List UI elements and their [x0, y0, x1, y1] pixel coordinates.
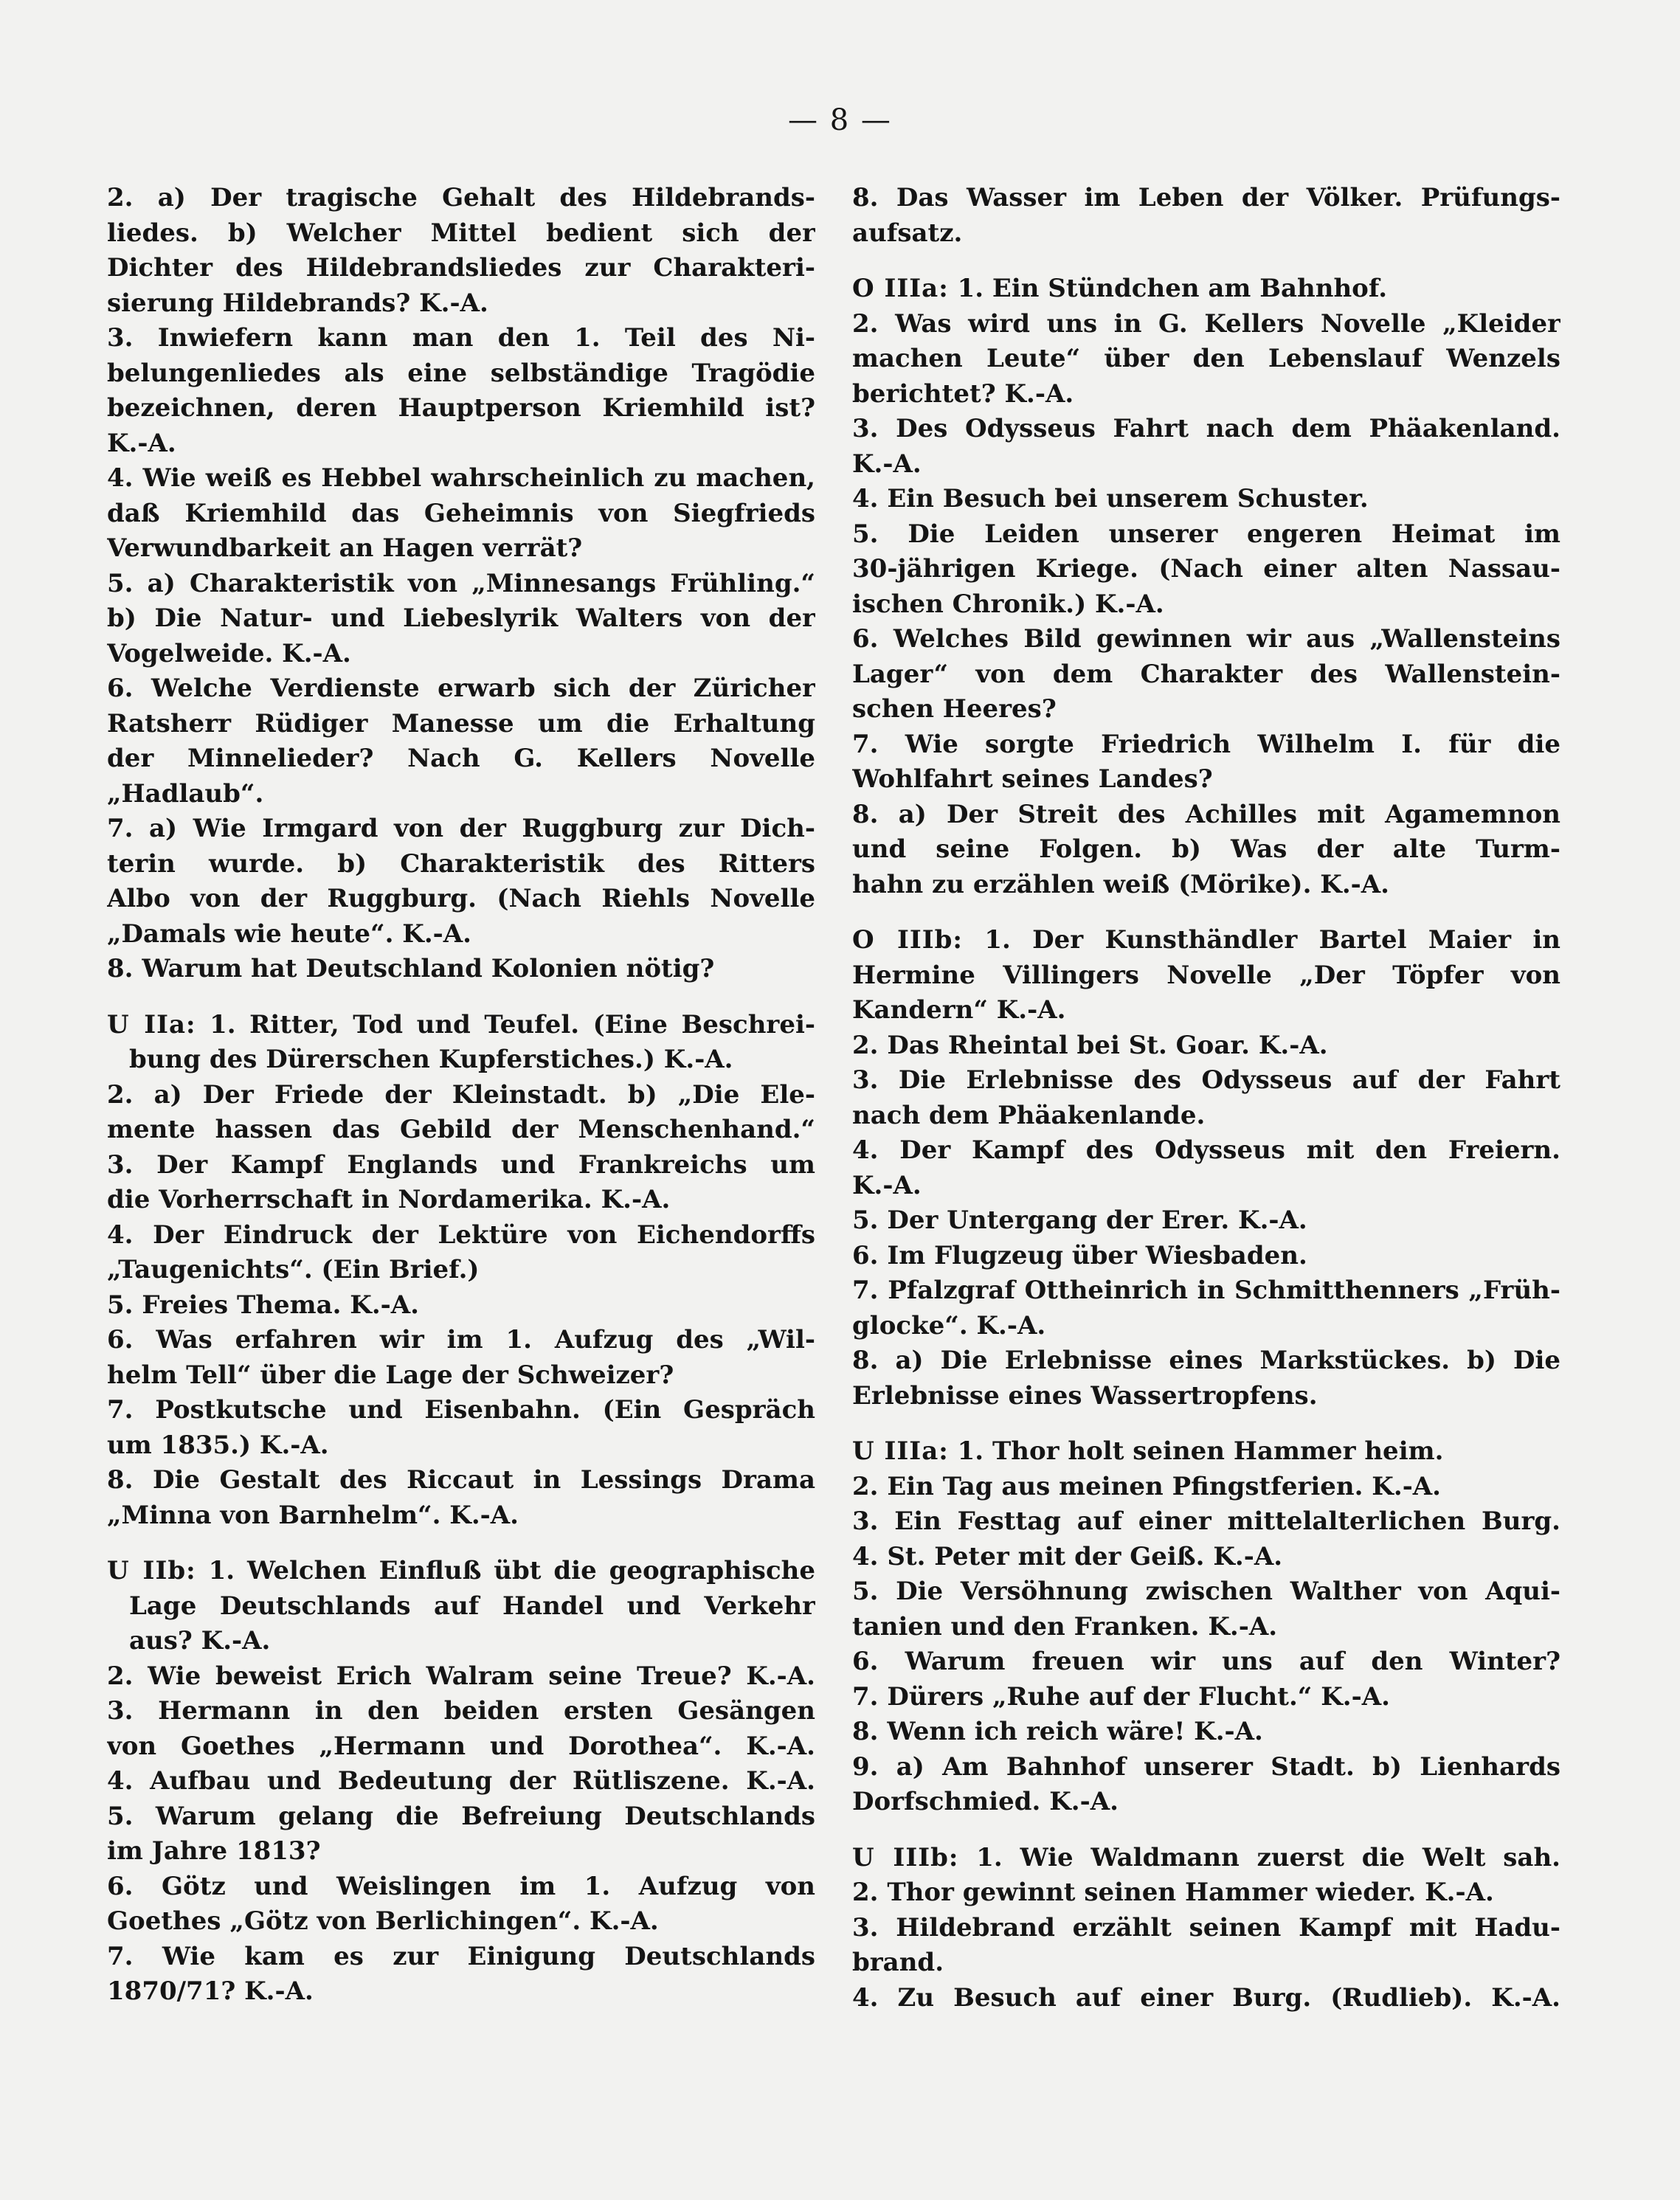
line-text: 5. Die Versöhnung zwischen Walther von Aqui-	[852, 1577, 1560, 1606]
line-text: 2. a) Der Friede der Kleinstadt. b) „Die Ele-	[107, 1079, 815, 1110]
line-text: berichtet? K.-A.	[852, 378, 1074, 409]
line-text: 7. a) Wie Irmgard von der Ruggburg zur Dich-	[107, 814, 815, 843]
section-heading-line	[852, 271, 1560, 307]
line-text: 3. Des Odysseus Fahrt nach dem Phäakenland.	[852, 414, 1560, 443]
line-text: Ratsherr Rüdiger Manesse um die Erhaltung	[107, 708, 815, 738]
text-line	[107, 812, 815, 847]
line-text: 2. Das Rheintal bei St. Goar. K.-A.	[852, 1030, 1328, 1060]
text-line	[107, 777, 815, 812]
line-text: aus? K.-A.	[129, 1626, 271, 1656]
line-text: K.-A.	[107, 428, 176, 458]
text-line	[107, 1148, 815, 1183]
line-text: machen Leute“ über den Lebenslauf Wenzels	[852, 344, 1560, 373]
text-line	[852, 517, 1560, 553]
line-text: Dorfschmied. K.-A.	[852, 1787, 1119, 1816]
text-line	[107, 1498, 815, 1534]
text-line	[852, 307, 1560, 342]
text-line	[852, 1574, 1560, 1610]
text-line	[107, 461, 815, 497]
text-line	[107, 426, 815, 462]
line-text: 7. Wie kam es zur Einigung Deutschlands	[107, 1941, 815, 1971]
line-text: 5. Die Leiden unserer engeren Heimat im	[852, 519, 1560, 549]
section-gap	[852, 1820, 1560, 1841]
text-line	[852, 1273, 1560, 1309]
text-line	[852, 1945, 1560, 1981]
text-line	[852, 762, 1560, 798]
text-line	[107, 637, 815, 672]
line-text: brand.	[852, 1948, 944, 1977]
class-label: U IIIb:	[852, 1842, 959, 1872]
text-line	[852, 1379, 1560, 1414]
text-line	[107, 847, 815, 882]
text-line	[107, 1288, 815, 1324]
text-line	[107, 1729, 815, 1765]
text-line	[852, 993, 1560, 1028]
line-text: mente hassen das Gebild der Menschenhand.“	[107, 1115, 815, 1144]
text-line	[107, 1183, 815, 1218]
text-line	[107, 216, 815, 252]
line-text: 3. Der Kampf Englands und Frankreichs um	[107, 1149, 815, 1180]
line-text: 1. Ritter, Tod und Teufel. (Eine Beschrei-	[196, 1009, 815, 1040]
text-line	[852, 1063, 1560, 1099]
text-line	[852, 1470, 1560, 1505]
line-text: 2. Was wird uns in G. Kellers Novelle „Kleider	[852, 308, 1560, 339]
line-text: im Jahre 1813?	[107, 1836, 321, 1866]
text-line	[852, 1875, 1560, 1911]
line-text: belungenliedes als eine selbständige Tragödie	[107, 358, 815, 388]
class-label: U IIb:	[107, 1556, 196, 1585]
class-label: U IIa:	[107, 1009, 196, 1040]
line-text: 4. Wie weiß es Hebbel wahrscheinlich zu machen,	[107, 463, 815, 493]
section-heading-line	[852, 923, 1560, 958]
text-line	[107, 917, 815, 952]
right-column	[852, 181, 1560, 2016]
line-text: bezeichnen, deren Hauptperson Kriemhild ist?	[107, 393, 815, 423]
line-text: 3. Hermann in den beiden ersten Gesängen	[107, 1696, 815, 1726]
text-line	[107, 1869, 815, 1905]
line-text: 2. a) Der tragische Gehalt des Hildebrands-	[107, 183, 815, 212]
text-line	[107, 321, 815, 356]
text-line	[107, 1393, 815, 1428]
line-text: 2. Wie beweist Erich Walram seine Treue? K.-A.	[107, 1661, 815, 1691]
line-text: tanien und den Franken. K.-A.	[852, 1611, 1278, 1642]
line-text: 3. Die Erlebnisse des Odysseus auf der Fahrt	[852, 1065, 1560, 1095]
line-text: 5. a) Charakteristik von „Minnesangs Frühling.“	[107, 568, 815, 598]
text-line	[107, 1624, 815, 1659]
line-text: 8. Die Gestalt des Riccaut in Lessings Drama	[107, 1465, 815, 1495]
text-line	[107, 1253, 815, 1288]
text-line	[852, 798, 1560, 833]
text-line	[107, 741, 815, 777]
line-text: Lage Deutschlands auf Handel und Verkehr	[129, 1591, 815, 1621]
text-line	[107, 1428, 815, 1464]
line-text: 5. Der Untergang der Erer. K.-A.	[852, 1205, 1307, 1235]
text-line	[107, 707, 815, 742]
text-line	[852, 727, 1560, 763]
line-text: Wohlfahrt seines Landes?	[852, 764, 1213, 794]
line-text: K.-A.	[852, 449, 922, 479]
text-line	[852, 587, 1560, 623]
line-text: 6. Im Flugzeug über Wiesbaden.	[852, 1240, 1307, 1270]
line-text: 6. Welches Bild gewinnen wir aus „Wallensteins	[852, 624, 1560, 654]
section-heading-line	[107, 1554, 815, 1589]
text-line	[852, 657, 1560, 693]
text-line	[107, 391, 815, 426]
line-text: die Vorherrschaft in Nordamerika. K.-A.	[107, 1185, 671, 1214]
line-text: 1. Ein Stündchen am Bahnhof.	[948, 274, 1388, 303]
text-line	[107, 1974, 815, 2010]
line-text: 3. Ein Festtag auf einer mittelalterlichen Burg.	[852, 1507, 1560, 1536]
line-text: 30-jährigen Kriege. (Nach einer alten Nassau-	[852, 554, 1560, 584]
text-line	[107, 1659, 815, 1695]
text-line	[107, 356, 815, 392]
line-text: 2. Thor gewinnt seinen Hammer wieder. K.-A.	[852, 1878, 1494, 1907]
line-text: bung des Dürerschen Kupferstiches.) K.-A.	[129, 1045, 733, 1074]
text-line	[107, 671, 815, 707]
line-text: 6. Warum freuen wir uns auf den Winter?	[852, 1647, 1560, 1676]
line-text: 1. Thor holt seinen Hammer heim.	[948, 1436, 1444, 1466]
section-gap	[107, 1533, 815, 1554]
line-text: 4. Zu Besuch auf einer Burg. (Rudlieb). K.-A.	[852, 1982, 1560, 2013]
text-line	[107, 1042, 815, 1078]
text-line	[107, 1113, 815, 1148]
line-text: 6. Was erfahren wir im 1. Aufzug des „Wil-	[107, 1325, 815, 1355]
line-text: nach dem Phäakenlande.	[852, 1100, 1206, 1130]
line-text: aufsatz.	[852, 218, 963, 248]
text-line	[852, 1099, 1560, 1134]
section-heading-line	[852, 1841, 1560, 1876]
text-line	[852, 1911, 1560, 1946]
line-text: helm Tell“ über die Lage der Schweizer?	[107, 1360, 674, 1390]
line-text: 1. Welchen Einfluß übt die geographische	[196, 1556, 815, 1585]
text-line	[852, 482, 1560, 517]
text-line	[852, 1610, 1560, 1645]
line-text: 7. Pfalzgraf Ottheinrich in Schmitthenners „Früh-	[852, 1276, 1560, 1305]
line-text: schen Heeres?	[852, 694, 1057, 724]
line-text: 8. Das Wasser im Leben der Völker. Prüfungs-	[852, 183, 1560, 212]
line-text: 9. a) Am Bahnhof unserer Stadt. b) Lienhards	[852, 1751, 1560, 1782]
line-text: terin wurde. b) Charakteristik des Ritters	[107, 848, 815, 879]
line-text: Kandern“ K.-A.	[852, 995, 1066, 1025]
line-text: Lager“ von dem Charakter des Wallenstein-	[852, 659, 1560, 689]
text-line	[852, 181, 1560, 216]
text-line	[852, 552, 1560, 587]
text-line	[852, 1750, 1560, 1785]
line-text: liedes. b) Welcher Mittel bedient sich der	[107, 218, 815, 248]
text-line	[107, 567, 815, 602]
line-text: 8. Wenn ich reich wäre! K.-A.	[852, 1717, 1263, 1746]
text-line	[852, 958, 1560, 994]
section-heading-line	[852, 1434, 1560, 1470]
text-line	[852, 342, 1560, 377]
text-line	[852, 1981, 1560, 2016]
text-line	[852, 1309, 1560, 1344]
line-text: 7. Postkutsche und Eisenbahn. (Ein Gespräch	[107, 1395, 815, 1425]
text-line	[852, 216, 1560, 252]
line-text: sierung Hildebrands? K.-A.	[107, 288, 488, 318]
text-line	[107, 1323, 815, 1358]
text-line	[852, 1644, 1560, 1680]
line-text: Albo von der Ruggburg. (Nach Riehls Novelle	[107, 884, 815, 913]
text-line	[852, 377, 1560, 412]
line-text: 6. Götz und Weislingen im 1. Aufzug von	[107, 1871, 815, 1901]
line-text: 3. Inwiefern kann man den 1. Teil des Ni-	[107, 323, 815, 353]
text-line	[107, 286, 815, 322]
text-line	[852, 1715, 1560, 1750]
section-gap	[852, 1414, 1560, 1434]
text-line	[852, 1785, 1560, 1820]
line-text: der Minnelieder? Nach G. Kellers Novelle	[107, 744, 815, 773]
text-line	[852, 1680, 1560, 1715]
line-text: 7. Dürers „Ruhe auf der Flucht.“ K.-A.	[852, 1681, 1390, 1712]
line-text: 4. Aufbau und Bedeutung der Rütliszene. K.-A.	[107, 1766, 815, 1796]
line-text: Erlebnisse eines Wassertropfens.	[852, 1380, 1318, 1411]
text-line	[107, 1694, 815, 1729]
text-line	[107, 531, 815, 567]
text-line	[107, 952, 815, 987]
text-line	[107, 1463, 815, 1498]
line-text: glocke“. K.-A.	[852, 1310, 1046, 1341]
line-text: 5. Freies Thema. K.-A.	[107, 1290, 419, 1320]
line-text: Dichter des Hildebrandsliedes zur Charakteri-	[107, 253, 815, 283]
text-line	[852, 832, 1560, 868]
line-text: 4. Der Eindruck der Lektüre von Eichendorffs	[107, 1220, 815, 1250]
line-text: 8. a) Der Streit des Achilles mit Agamemnon	[852, 799, 1560, 829]
line-text: „Hadlaub“.	[107, 778, 264, 809]
text-line	[107, 1834, 815, 1869]
line-text: 1. Der Kunsthändler Bartel Maier in	[963, 925, 1560, 955]
line-text: 1. Wie Waldmann zuerst die Welt sah.	[958, 1842, 1560, 1872]
text-line	[107, 601, 815, 637]
text-line	[107, 1904, 815, 1940]
text-line	[852, 447, 1560, 482]
text-line	[852, 1540, 1560, 1575]
text-line	[852, 1169, 1560, 1204]
text-line	[107, 1078, 815, 1113]
section-gap	[107, 987, 815, 1008]
line-text: ischen Chronik.) K.-A.	[852, 589, 1164, 619]
line-text: hahn zu erzählen weiß (Mörike). K.-A.	[852, 869, 1389, 899]
line-text: 2. Ein Tag aus meinen Pfingstferien. K.-A.	[852, 1471, 1442, 1501]
line-text: 3. Hildebrand erzählt seinen Kampf mit Hadu-	[852, 1912, 1560, 1943]
line-text: 5. Warum gelang die Befreiung Deutschlands	[107, 1801, 815, 1831]
line-text: b) Die Natur- und Liebeslyrik Walters von der	[107, 603, 815, 633]
line-text: und seine Folgen. b) Was der alte Turm-	[852, 834, 1560, 864]
line-text: 4. Ein Besuch bei unserem Schuster.	[852, 484, 1369, 513]
line-text: um 1835.) K.-A.	[107, 1430, 329, 1460]
line-text: Hermine Villingers Novelle „Der Töpfer von	[852, 960, 1560, 990]
text-line	[852, 1133, 1560, 1169]
text-line	[107, 497, 815, 532]
text-line	[852, 1504, 1560, 1540]
line-text: 1870/71? K.-A.	[107, 1976, 314, 2006]
text-line	[107, 1218, 815, 1253]
text-line	[852, 1028, 1560, 1064]
line-text: „Minna von Barnhelm“. K.-A.	[107, 1500, 519, 1530]
text-line	[107, 181, 815, 216]
text-line	[107, 1764, 815, 1799]
line-text: Goethes „Götz von Berlichingen“. K.-A.	[107, 1906, 659, 1936]
class-label: O IIIb:	[852, 925, 963, 955]
class-label: U IIIa:	[852, 1436, 949, 1466]
line-text: daß Kriemhild das Geheimnis von Siegfrieds	[107, 498, 815, 528]
text-line	[852, 412, 1560, 447]
text-line	[852, 1239, 1560, 1274]
line-text: 6. Welche Verdienste erwarb sich der Züricher	[107, 674, 815, 703]
class-label: O IIIa:	[852, 274, 949, 303]
text-line	[107, 1589, 815, 1625]
section-gap	[852, 251, 1560, 271]
page-number: — 8 —	[788, 103, 892, 137]
line-text: 4. Der Kampf des Odysseus mit den Freiern.	[852, 1135, 1560, 1165]
line-text: K.-A.	[852, 1170, 922, 1200]
line-text: 8. a) Die Erlebnisse eines Markstückes. b) Die	[852, 1346, 1560, 1375]
line-text: Vogelweide. K.-A.	[107, 638, 351, 668]
section-heading-line	[107, 1008, 815, 1043]
line-text: „Taugenichts“. (Ein Brief.)	[107, 1255, 480, 1284]
text-line	[107, 1358, 815, 1394]
text-line	[852, 622, 1560, 657]
line-text: Verwundbarkeit an Hagen verrät?	[107, 533, 583, 563]
line-text: 4. St. Peter mit der Geiß. K.-A.	[852, 1541, 1283, 1571]
section-gap	[852, 902, 1560, 923]
text-line	[852, 1203, 1560, 1239]
line-text: „Damals wie heute“. K.-A.	[107, 919, 471, 949]
line-text: 8. Warum hat Deutschland Kolonien nötig?	[107, 954, 715, 983]
text-line	[852, 1343, 1560, 1379]
text-line	[107, 1799, 815, 1835]
line-text: 7. Wie sorgte Friedrich Wilhelm I. für die	[852, 729, 1560, 759]
text-line	[852, 692, 1560, 727]
left-column	[107, 181, 815, 2010]
text-line	[852, 868, 1560, 903]
line-text: von Goethes „Hermann und Dorothea“. K.-A.	[107, 1731, 815, 1761]
text-line	[107, 251, 815, 286]
text-line	[107, 1940, 815, 1975]
text-line	[107, 882, 815, 917]
